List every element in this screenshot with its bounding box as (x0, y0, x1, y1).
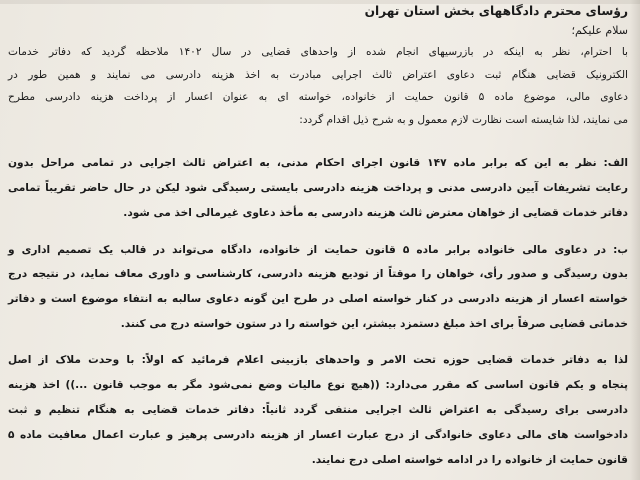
closing-paragraph-line: قانون حمایت از خانواده را در ادامه خواسته اصلی درج نمایند. (311, 454, 628, 466)
section-alef-line: رعایت تشریفات آیین دادرسی مدنی و پرداخت هزینه دادرسی بایستی رسیدگی شود لیکن در حال حاضر تقریباً تمامی (8, 182, 628, 194)
section-be-line: ب: در دعاوی مالی خانواده برابر ماده ۵ قانون حمایت از خانواده، دادگاه می‌تواند در قالب یک تصمیم اداری و (8, 244, 629, 256)
section-alef-line: الف: نظر به این که برابر ماده ۱۴۷ قانون اجرای احکام مدنی، به اعتراض ثالث اجرایی در تمامی مراحل بدون (8, 157, 629, 169)
paragraph-intro-line: می نمایند، لذا شایسته است نظارت لازم معمول و به شرح ذیل اقدام گردد: (299, 114, 628, 126)
scan-shadow-right-edge (630, 0, 640, 480)
paragraph-intro-line: با احترام، نظر به اینکه در بازرسیهای انجام شده از واحدهای قضایی در سال ۱۴۰۲ ملاحظه گردید که دفاتر خدمات (8, 46, 628, 58)
section-alef-line: دفاتر خدمات قضایی از خواهان معترض ثالث هزینه دادرسی به مأخذ دعاوی غیرمالی اخذ می شود. (123, 207, 628, 219)
section-be-line: بدون رسیدگی و صدور رأی، خواهان را موقتاً از تودیع هزینه دادرسی، کارشناسی و داوری معاف نماید، در نتیجه درج (8, 268, 628, 280)
paragraph-intro-line: الکترونیک قضایی هنگام ثبت دعاوی اعتراض ثالث اجرایی مبادرت به اخذ هزینه دادرسی می نمایند و همین طور در (8, 69, 628, 81)
closing-paragraph-line: لذا به دفاتر خدمات قضایی حوزه تحت الامر و واحدهای بازبینی اعلام فرمائید که اولاً: با وحدت ملاک از اصل (8, 354, 628, 366)
closing-paragraph-line: دادخواست های مالی دعاوی خانوادگی از درج عبارت اعسار از هزینه دادرسی پرهیز و عبارت اعمال معافیت ماده ۵ (8, 429, 628, 441)
section-be-line: خواسته اعسار از هزینه دادرسی در کنار خواسته اصلی در طرح این گونه دعاوی سالبه به انتفاء موضوع است و دفاتر (8, 293, 628, 305)
section-be-line: خدماتی قضایی صرفاً برای اخذ مبلغ دستمزد بیشتر، این خواسته را در ستون خواسته درج می کنند. (120, 318, 628, 330)
letter-greeting: سلام علیکم؛ (571, 24, 628, 37)
closing-paragraph-line: پنجاه و یکم قانون اساسی که مقرر می‌دارد: ((هیچ نوع مالیات وضع نمی‌شود مگر به موجب قانون ...)) اخذ هزینه (8, 379, 628, 391)
paragraph-intro-line: دعاوی مالی، موضوع ماده ۵ قانون حمایت از خانواده، خواسته ای به عنوان اعسار از پرداخت هزینه دادرسی مطرح (8, 91, 628, 103)
letter-heading: رؤسای محترم دادگاههای بخش استان تهران (364, 4, 628, 18)
closing-paragraph-line: دادرسی برای رسیدگی به اعتراض ثالث اجرایی منتفی گردد ثانیاً: دفاتر خدمات قضایی به هنگام تنظیم و ثبت (8, 404, 628, 416)
